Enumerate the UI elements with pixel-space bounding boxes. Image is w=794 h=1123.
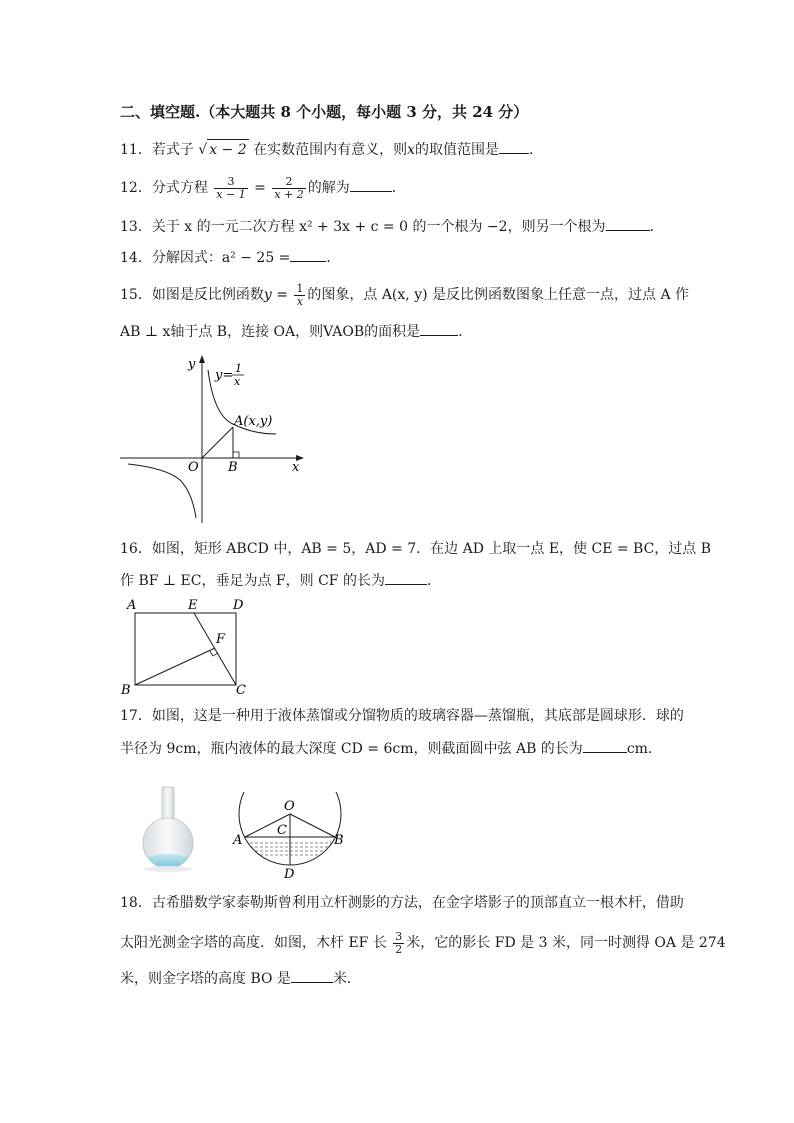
answer-blank[interactable] [583, 738, 627, 753]
q16-number: 16． [120, 541, 152, 557]
q11-number: 11． [120, 142, 152, 158]
hyperbola-branch-2 [128, 464, 196, 518]
q12-equals: = [254, 180, 266, 196]
question-18-line-3 [120, 968, 361, 989]
answer-blank[interactable] [290, 247, 326, 262]
answer-blank[interactable] [350, 177, 392, 192]
question-11 [120, 139, 543, 160]
segment-ob [290, 814, 335, 837]
q11-var: x [407, 142, 415, 158]
q16-rectangle-figure [118, 595, 258, 697]
label-c: C [277, 823, 287, 838]
answer-blank[interactable] [420, 321, 458, 336]
q18-line2b: 米，它的影长 FD 是 3 米，同一时测得 OA 是 274 [406, 935, 726, 951]
flask-illustration [138, 785, 200, 873]
label-e: E [188, 598, 198, 613]
question-14 [120, 247, 340, 268]
question-15-line-1 [120, 282, 689, 308]
q12-text-before: 分式方程 [151, 180, 208, 196]
q17-circle-figure [225, 792, 355, 880]
q12-f1-num: 3 [214, 176, 247, 189]
label-point-a: A(x,y) [234, 414, 273, 429]
flask-shadow [144, 866, 192, 872]
segment-bf [135, 648, 215, 685]
answer-blank[interactable] [499, 139, 529, 154]
q17-number: 17． [120, 708, 152, 724]
label-f: F [216, 632, 226, 647]
q18-fraction [393, 931, 404, 956]
answer-blank[interactable] [385, 570, 427, 585]
q15-func-lhs: y = [263, 287, 288, 303]
q15-fraction [294, 283, 305, 308]
q16-line2: 作 BF ⊥ EC，垂足为点 F，则 CF 的长为 [120, 573, 385, 589]
q15-text-after: 的图象，点 A(x, y) 是反比例函数图象上任意一点，过点 A 作 [307, 287, 690, 303]
label-d: D [284, 867, 295, 880]
question-15-line-2 [120, 321, 472, 342]
rectangle-abcd [135, 613, 236, 685]
q15-hyperbola-figure [118, 350, 308, 525]
q12-fraction-2 [272, 176, 305, 201]
sqrt-symbol: √ [198, 142, 208, 158]
right-angle-mark [233, 452, 239, 458]
question-16-line-2 [120, 570, 441, 591]
label-b: B [121, 683, 131, 697]
q18-line3: 米，则金字塔的高度 BO 是 [120, 971, 291, 987]
segment-oa [202, 427, 233, 458]
q15-text-before: 如图是反比例函数 [151, 287, 264, 303]
label-a: A [127, 598, 137, 613]
q17-line2: 半径为 9cm，瓶内液体的最大深度 CD = 6cm，则截面圆中弦 AB 的长为 [120, 741, 583, 757]
label-o: O [284, 799, 295, 814]
q14-text: 分解因式：a² − 25 = [151, 250, 291, 266]
label-y-axis: y [188, 357, 196, 372]
q12-fraction-1 [214, 176, 247, 201]
label-func-den: x [234, 375, 241, 388]
q12-f2-num: 2 [272, 176, 305, 189]
q14-number: 14． [120, 250, 152, 266]
question-18-line-1 [120, 893, 684, 913]
q11-radicand: x − 2 [207, 139, 248, 160]
label-x-axis: x [292, 460, 300, 475]
q12-end: ． [391, 180, 406, 196]
label-origin: O [188, 460, 199, 475]
label-point-b: B [228, 460, 238, 475]
q15-number: 15． [120, 287, 152, 303]
label-c: C [236, 683, 246, 697]
question-16-line-1 [120, 539, 711, 559]
flask-liquid [147, 854, 189, 868]
q18-f-num: 3 [395, 929, 403, 943]
q11-end: ． [529, 142, 543, 158]
q12-f1-den: x − 1 [216, 187, 246, 201]
q15-f-num: 1 [296, 281, 304, 295]
section-heading: 二、填空题.（本大题共 8 个小题，每小题 3 分，共 24 分） [120, 103, 529, 121]
q18-end: 米． [332, 971, 361, 987]
question-18-line-2 [120, 929, 726, 957]
q14-end: ． [326, 250, 341, 266]
answer-blank[interactable] [291, 968, 333, 983]
q11-text-before: 若式子 [151, 142, 194, 158]
q16-line1: 如图，矩形 ABCD 中，AB = 5，AD = 7．在边 AD 上取一点 E，使 CE = BC，过点 B [151, 541, 712, 557]
q15-line2: AB ⊥ x轴于点 B，连接 OA，则VAOB的面积是 [120, 324, 421, 340]
label-a: A [233, 833, 243, 848]
q11-text-after: 在实数范围内有意义，则 [253, 142, 408, 158]
answer-blank[interactable] [606, 216, 650, 231]
y-axis-arrow [199, 355, 205, 363]
q17-line1: 如图，这是一种用于液体蒸馏或分馏物质的玻璃容器—蒸馏瓶，其底部是圆球形．球的 [151, 708, 684, 724]
q17-unit: cm． [626, 741, 662, 757]
q12-text-after: 的解为 [307, 180, 350, 196]
q12-f2-den: x + 2 [274, 187, 304, 201]
question-17-line-2 [120, 738, 662, 759]
q13-number: 13． [120, 219, 152, 235]
q18-f-den: 2 [395, 942, 403, 956]
question-17-line-1 [120, 706, 684, 726]
label-d: D [233, 598, 244, 613]
q15-end: ． [458, 324, 473, 340]
q18-line2a: 太阳光测金字塔的高度．如图，木杆 EF 长 [120, 935, 387, 951]
question-12 [120, 175, 406, 201]
q11-tail: 的取值范围是 [415, 142, 499, 158]
label-func-y: y= [215, 368, 234, 383]
q18-line1: 古希腊数学家泰勒斯曾利用立杆测影的方法，在金字塔影子的顶部直立一根木杆，借助 [151, 895, 684, 911]
q18-number: 18． [120, 895, 152, 911]
q13-text: 关于 x 的一元二次方程 x² + 3x + c = 0 的一个根为 −2，则另一个根为 [151, 219, 606, 235]
q16-end: ． [426, 573, 441, 589]
label-func-num: 1 [235, 362, 242, 375]
q12-number: 12． [120, 180, 152, 196]
label-b: B [334, 833, 344, 848]
segment-ec [194, 613, 236, 685]
question-13 [120, 216, 664, 237]
q13-end: ． [649, 219, 664, 235]
q15-f-den: x [296, 294, 303, 308]
